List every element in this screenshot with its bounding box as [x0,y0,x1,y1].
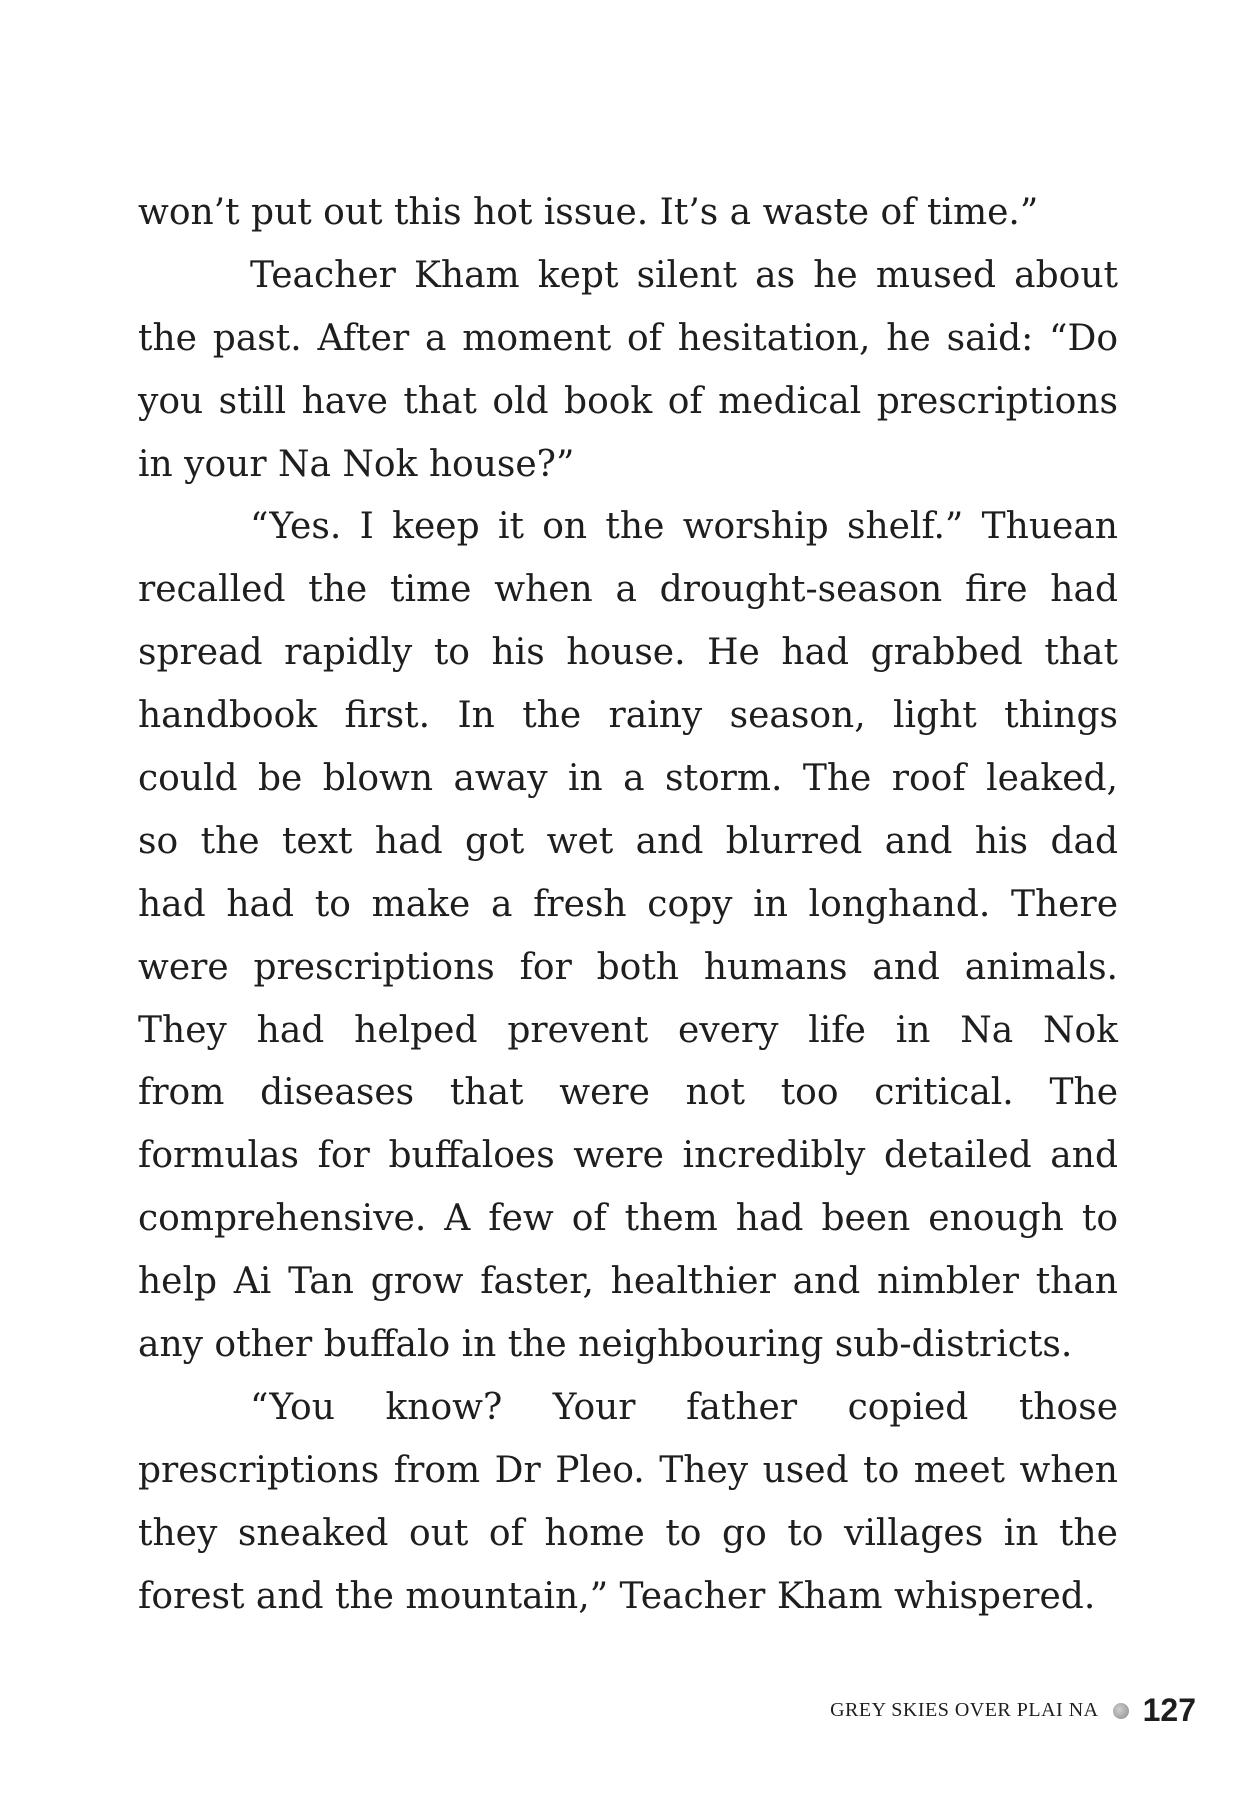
text-line: so the text had got wet and blurred and his dad [138,820,1118,862]
text-line: “Yes. I keep it on the worship shelf.” Thuean [250,506,1118,548]
text-line: help Ai Tan grow faster, healthier and nimbler than [138,1261,1118,1303]
page-number: 127 [1142,1692,1196,1728]
page-footer [830,1692,1196,1729]
text-line: forest and the mountain,” Teacher Kham whispered. [138,1575,1096,1617]
text-line: spread rapidly to his house. He had grabbed that [138,632,1118,674]
text-line: won’t put out this hot issue. It’s a waste of time.” [138,192,1039,233]
body-text [138,182,1118,1628]
text-line: They had helped prevent every life in Na Nok [138,1009,1118,1051]
text-line: recalled the time when a drought-season fire had [138,569,1118,611]
text-line: from diseases that were not too critical. The [138,1072,1118,1114]
text-line: comprehensive. A few of them had been enough to [138,1198,1118,1240]
text-line: any other buffalo in the neighbouring sub-districts. [138,1324,1073,1366]
text-line: in your Na Nok house?” [138,443,575,485]
text-line: the past. After a moment of hesitation, he said: “Do [138,317,1118,359]
text-line: you still have that old book of medical prescriptions [138,380,1118,422]
text-line: had had to make a fresh copy in longhand. There [138,883,1118,925]
bullet-dot-icon [1113,1703,1129,1719]
text-line: could be blown away in a storm. The roof leaked, [138,758,1118,800]
running-head: GREY SKIES OVER PLAI NA [830,1699,1099,1721]
text-line: handbook first. In the rainy season, light things [138,695,1118,737]
text-line: Teacher Kham kept silent as he mused about [250,254,1118,296]
text-line: were prescriptions for both humans and animals. [138,946,1118,988]
text-line: “You know? Your father copied those [250,1386,1118,1428]
text-line: formulas for buffaloes were incredibly detailed and [138,1135,1118,1177]
text-line: they sneaked out of home to go to villages in the [138,1512,1118,1554]
text-line: prescriptions from Dr Pleo. They used to meet when [138,1449,1118,1491]
